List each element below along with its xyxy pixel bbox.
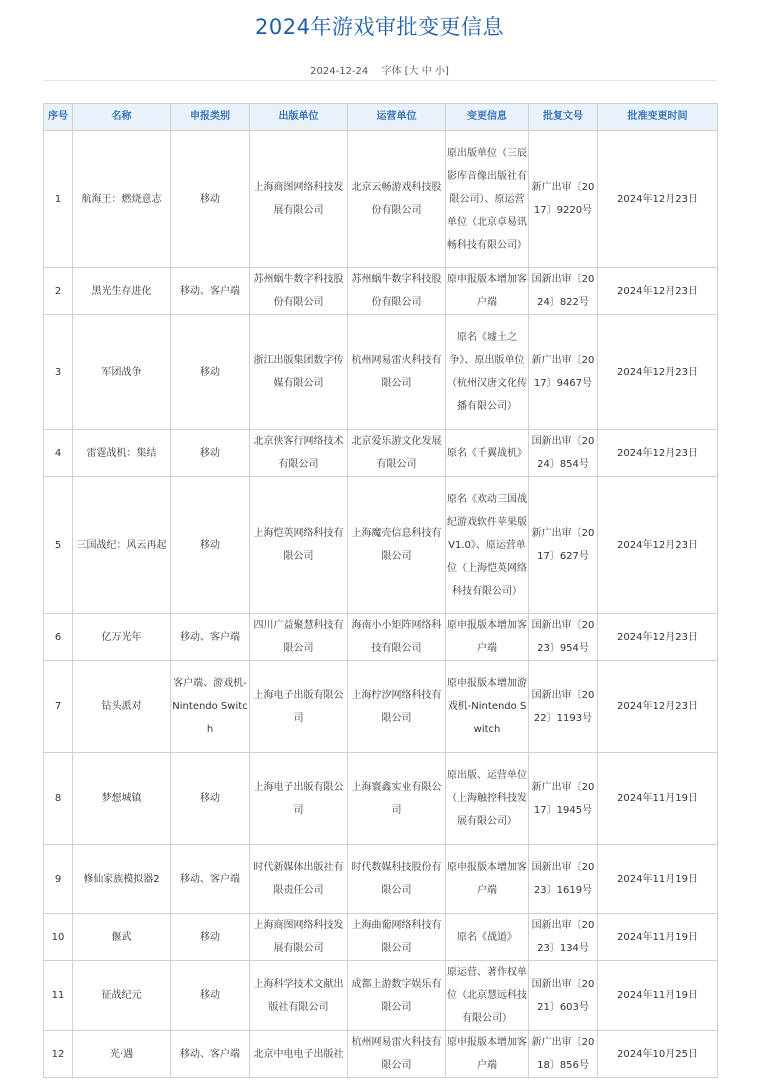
cell-publisher: 上海电子出版有限公司 [250, 753, 348, 845]
cell-no: 3 [44, 315, 73, 430]
cell-no: 5 [44, 477, 73, 614]
cell-name: 黑光生存进化 [73, 268, 171, 315]
cell-no: 12 [44, 1031, 73, 1078]
table-row [44, 961, 718, 1031]
cell-date: 2024年11月19日 [598, 753, 718, 845]
table-row [44, 477, 718, 614]
cell-name: 光·遇 [73, 1031, 171, 1078]
cell-operator: 上海柠汐网络科技有限公司 [348, 661, 446, 753]
cell-publisher: 苏州蜗牛数字科技股份有限公司 [250, 268, 348, 315]
cell-date: 2024年12月23日 [598, 131, 718, 268]
cell-operator: 时代数媒科技股份有限公司 [348, 845, 446, 914]
font-size-medium-link[interactable]: 中 [421, 66, 432, 77]
cell-name: 亿万光年 [73, 614, 171, 661]
column-header-name: 名称 [73, 104, 171, 131]
cell-category: 移动 [171, 131, 250, 268]
cell-date: 2024年12月23日 [598, 661, 718, 753]
cell-name: 梦想城镇 [73, 753, 171, 845]
table-row [44, 430, 718, 477]
cell-change: 原申报版本增加客户端 [446, 1031, 529, 1078]
publish-date: 2024-12-24 [310, 66, 369, 77]
cell-date: 2024年10月25日 [598, 1031, 718, 1078]
cell-operator: 上海曲葡网络科技有限公司 [348, 914, 446, 961]
cell-date: 2024年12月23日 [598, 268, 718, 315]
font-size-bracket-open: [ [404, 66, 409, 77]
cell-approval: 新广出审〔2017〕9467号 [529, 315, 598, 430]
column-header-no: 序号 [44, 104, 73, 131]
cell-approval: 新广出审〔2018〕856号 [529, 1031, 598, 1078]
column-header-date: 批准变更时间 [598, 104, 718, 131]
cell-change: 原名《欢动三国战纪游戏软件苹果版V1.0》、原运营单位（上海恺英网络科技有限公司） [446, 477, 529, 614]
cell-no: 2 [44, 268, 73, 315]
cell-name: 钻头派对 [73, 661, 171, 753]
cell-category: 客户端、游戏机-Nintendo Switch [171, 661, 250, 753]
cell-name: 偃武 [73, 914, 171, 961]
cell-publisher: 上海电子出版有限公司 [250, 661, 348, 753]
cell-no: 7 [44, 661, 73, 753]
cell-publisher: 时代新媒体出版社有限责任公司 [250, 845, 348, 914]
cell-name: 雷霆战机：集结 [73, 430, 171, 477]
cell-no: 8 [44, 753, 73, 845]
font-size-bracket-close: ] [444, 66, 449, 77]
cell-approval: 国新出审〔2021〕603号 [529, 961, 598, 1031]
divider [43, 80, 717, 81]
cell-date: 2024年11月19日 [598, 845, 718, 914]
cell-publisher: 上海科学技术文献出版社有限公司 [250, 961, 348, 1031]
cell-category: 移动 [171, 315, 250, 430]
cell-no: 1 [44, 131, 73, 268]
approval-change-table [43, 103, 718, 1078]
cell-operator: 北京爱乐游文化发展有限公司 [348, 430, 446, 477]
cell-approval: 国新出审〔2023〕954号 [529, 614, 598, 661]
cell-date: 2024年12月23日 [598, 430, 718, 477]
table-header-row [44, 104, 718, 131]
cell-publisher: 北京侠客行网络技术有限公司 [250, 430, 348, 477]
cell-approval: 新广出审〔2017〕627号 [529, 477, 598, 614]
column-header-change: 变更信息 [446, 104, 529, 131]
table-row [44, 614, 718, 661]
table-row [44, 845, 718, 914]
cell-change: 原出版单位（三辰影库音像出版社有限公司）、原运营单位（北京卓易讯畅科技有限公司） [446, 131, 529, 268]
font-size-label: 字体 [381, 66, 402, 77]
cell-no: 11 [44, 961, 73, 1031]
cell-category: 移动、客户端 [171, 268, 250, 315]
cell-category: 移动 [171, 914, 250, 961]
cell-date: 2024年12月23日 [598, 477, 718, 614]
cell-change: 原申报版本增加客户端 [446, 268, 529, 315]
cell-approval: 新广出审〔2017〕1945号 [529, 753, 598, 845]
cell-name: 修仙家族模拟器2 [73, 845, 171, 914]
cell-change: 原运营、著作权单位（北京慧远科技有限公司） [446, 961, 529, 1031]
cell-change: 原申报版本增加客户端 [446, 614, 529, 661]
column-header-publisher: 出版单位 [250, 104, 348, 131]
cell-publisher: 北京中电电子出版社 [250, 1031, 348, 1078]
cell-publisher: 四川广益聚慧科技有限公司 [250, 614, 348, 661]
table-row [44, 661, 718, 753]
cell-name: 航海王：燃烧意志 [73, 131, 171, 268]
cell-approval: 国新出审〔2023〕134号 [529, 914, 598, 961]
cell-approval: 国新出审〔2024〕822号 [529, 268, 598, 315]
article-meta [0, 62, 759, 77]
cell-name: 军团战争 [73, 315, 171, 430]
cell-category: 移动、客户端 [171, 614, 250, 661]
cell-no: 9 [44, 845, 73, 914]
table-row [44, 268, 718, 315]
cell-change: 原名《墟土之争》、原出版单位（杭州汉唐文化传播有限公司） [446, 315, 529, 430]
cell-operator: 杭州网易雷火科技有限公司 [348, 1031, 446, 1078]
cell-change: 原名《战道》 [446, 914, 529, 961]
cell-publisher: 上海商图网络科技发展有限公司 [250, 914, 348, 961]
cell-operator: 海南小小矩阵网络科技有限公司 [348, 614, 446, 661]
cell-date: 2024年11月19日 [598, 961, 718, 1031]
cell-operator: 苏州蜗牛数字科技股份有限公司 [348, 268, 446, 315]
column-header-approval: 批复文号 [529, 104, 598, 131]
cell-category: 移动、客户端 [171, 845, 250, 914]
cell-change: 原出版、运营单位（上海触控科技发展有限公司） [446, 753, 529, 845]
cell-category: 移动 [171, 961, 250, 1031]
cell-publisher: 上海恺英网络科技有限公司 [250, 477, 348, 614]
cell-approval: 国新出审〔2023〕1619号 [529, 845, 598, 914]
column-header-category: 申报类别 [171, 104, 250, 131]
cell-approval: 国新出审〔2022〕1193号 [529, 661, 598, 753]
font-size-large-link[interactable]: 大 [408, 66, 419, 77]
font-size-small-link[interactable]: 小 [434, 66, 445, 77]
cell-publisher: 浙江出版集团数字传媒有限公司 [250, 315, 348, 430]
cell-operator: 成都上游数字娱乐有限公司 [348, 961, 446, 1031]
cell-operator: 上海魔壳信息科技有限公司 [348, 477, 446, 614]
table-row [44, 1031, 718, 1078]
cell-date: 2024年12月23日 [598, 315, 718, 430]
cell-change: 原申报版本增加客户端 [446, 845, 529, 914]
table-row [44, 914, 718, 961]
cell-date: 2024年12月23日 [598, 614, 718, 661]
cell-no: 10 [44, 914, 73, 961]
cell-approval: 新广出审〔2017〕9220号 [529, 131, 598, 268]
table-row [44, 753, 718, 845]
cell-approval: 国新出审〔2024〕854号 [529, 430, 598, 477]
cell-change: 原名《千翼战机》 [446, 430, 529, 477]
cell-no: 4 [44, 430, 73, 477]
table-row [44, 131, 718, 268]
cell-date: 2024年11月19日 [598, 914, 718, 961]
column-header-operator: 运营单位 [348, 104, 446, 131]
cell-no: 6 [44, 614, 73, 661]
cell-category: 移动 [171, 477, 250, 614]
page-title: 2024年游戏审批变更信息 [255, 15, 504, 39]
table-row [44, 315, 718, 430]
cell-operator: 杭州网易雷火科技有限公司 [348, 315, 446, 430]
cell-publisher: 上海商图网络科技发展有限公司 [250, 131, 348, 268]
cell-category: 移动、客户端 [171, 1031, 250, 1078]
cell-category: 移动 [171, 430, 250, 477]
cell-operator: 上海寰鑫实业有限公司 [348, 753, 446, 845]
cell-category: 移动 [171, 753, 250, 845]
cell-name: 三国战纪：风云再起 [73, 477, 171, 614]
cell-name: 征战纪元 [73, 961, 171, 1031]
cell-operator: 北京云畅游戏科技股份有限公司 [348, 131, 446, 268]
cell-change: 原申报版本增加游戏机-Nintendo Switch [446, 661, 529, 753]
